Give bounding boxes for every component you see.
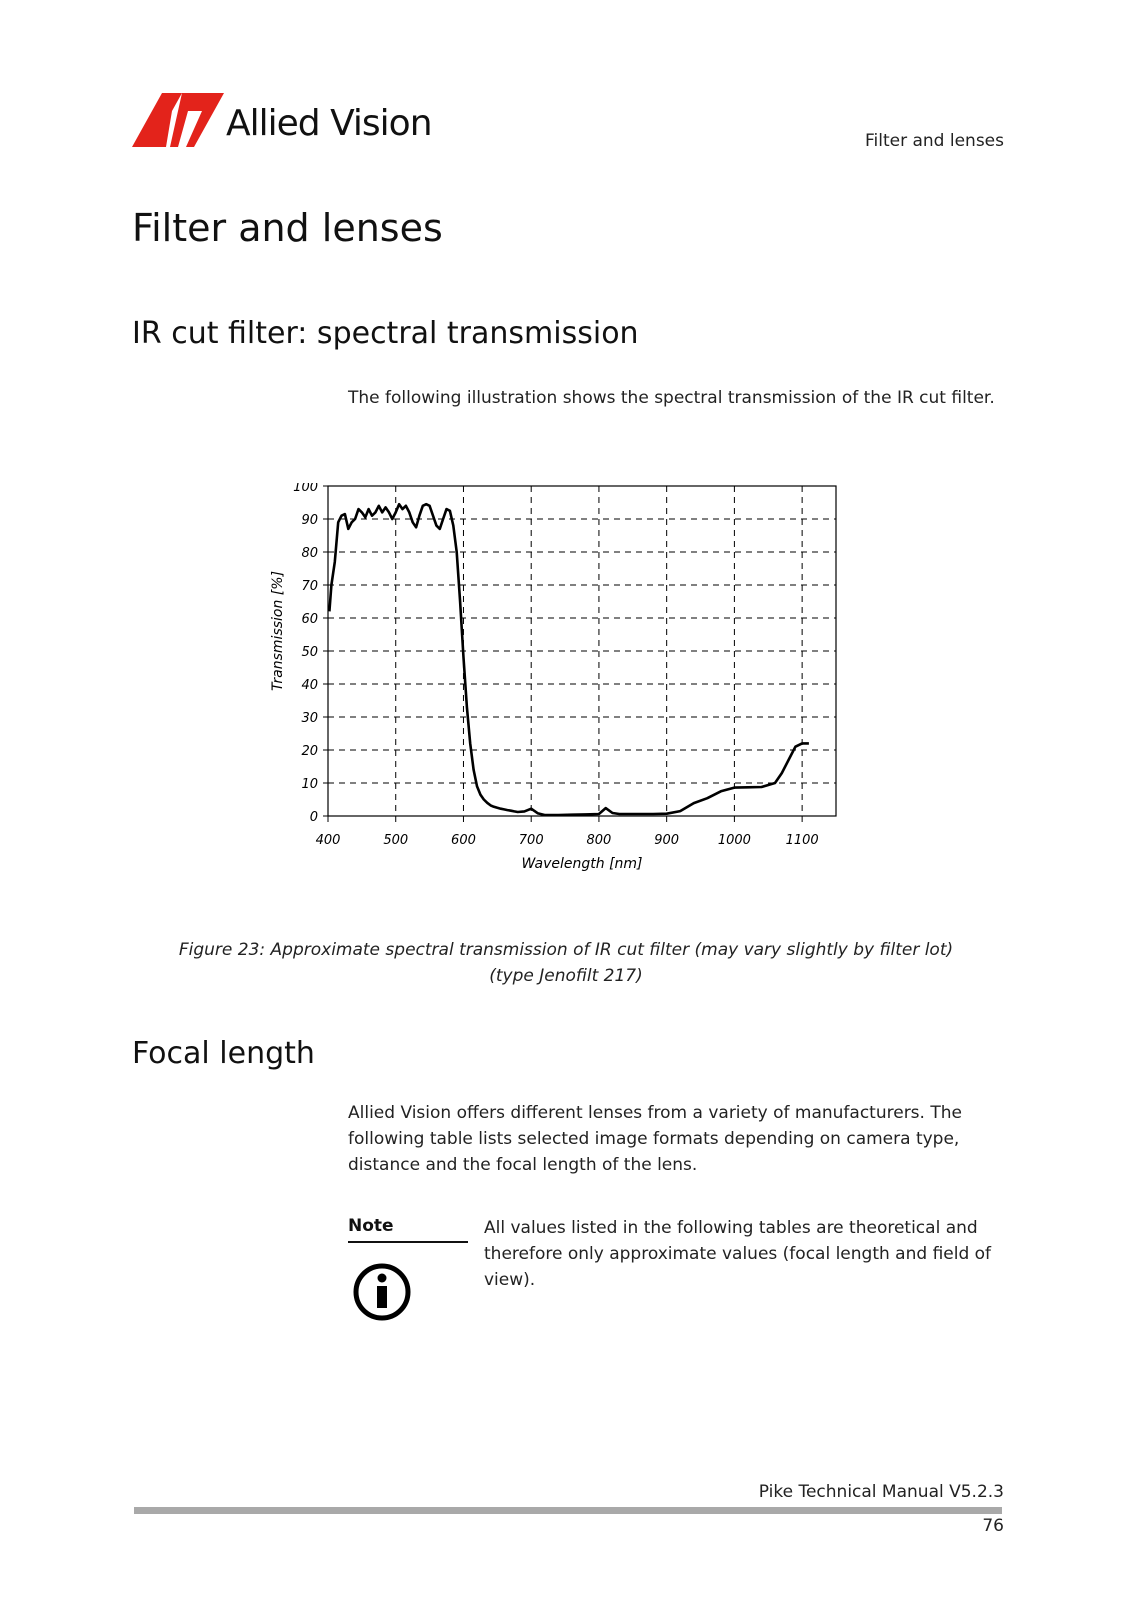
y-tick-label: 70 [301, 579, 318, 594]
y-tick-label: 0 [309, 810, 318, 825]
x-tick-label: 400 [315, 833, 341, 848]
transmission-series-line [329, 504, 809, 815]
note-text: All values listed in the following tables are theoretical and therefore only approximate values (focal length and field of view). [484, 1218, 992, 1290]
figure-caption-line-2: (type Jenofilt 217) [489, 966, 643, 986]
logo-mark-icon [132, 93, 224, 147]
y-tick-label: 40 [301, 678, 318, 693]
header-section-title: Filter and lenses [864, 131, 1004, 151]
info-icon [352, 1262, 412, 1322]
focal-intro-paragraph: Allied Vision offers different lenses from a variety of manufacturers. The following table lists selected image formats depending on camera type, distance and the focal length of the lens. [348, 1103, 962, 1175]
footer-manual-title: Pike Technical Manual V5.2.3 [758, 1482, 1004, 1502]
y-tick-label: 30 [301, 711, 318, 726]
ir-intro-paragraph: The following illustration shows the spectral transmission of the IR cut filter. [348, 388, 995, 408]
transmission-chart-svg [270, 483, 870, 903]
page-title: Filter and lenses [132, 206, 443, 250]
x-axis-label: Wavelength [nm] [521, 856, 643, 872]
brand-name: Allied Vision [226, 103, 432, 144]
x-tick-labels [316, 816, 819, 848]
x-tick-label: 800 [586, 833, 612, 848]
y-tick-label: 100 [293, 483, 318, 495]
y-axis-label: Transmission [%] [270, 570, 286, 692]
footer-rule [134, 1507, 1002, 1514]
x-tick-label: 1000 [717, 833, 751, 848]
page-number: 76 [982, 1516, 1004, 1536]
section-heading-focal-length: Focal length [132, 1036, 315, 1071]
x-tick-label: 700 [518, 833, 544, 848]
y-tick-label: 90 [301, 513, 318, 528]
x-tick-label: 600 [451, 833, 476, 848]
y-tick-label: 10 [301, 777, 318, 792]
figure-caption-line-1: Figure 23: Approximate spectral transmission of IR cut filter (may vary slightly by filter lot) [178, 940, 954, 960]
x-tick-label: 500 [383, 833, 409, 848]
x-tick-label: 900 [654, 833, 680, 848]
brand-logo [132, 93, 432, 153]
y-tick-label: 50 [301, 645, 318, 660]
x-tick-label: 1100 [785, 833, 819, 848]
transmission-chart [270, 483, 870, 903]
y-tick-label: 60 [301, 612, 318, 627]
y-tick-label: 20 [301, 744, 318, 759]
figure-caption [132, 937, 1000, 989]
note-label: Note [348, 1216, 394, 1236]
y-tick-label: 80 [301, 546, 318, 561]
chart-grid [328, 486, 836, 816]
y-tick-labels [293, 483, 328, 825]
note-divider [348, 1241, 468, 1243]
section-heading-ir-cut-filter: IR cut filter: spectral transmission [132, 316, 639, 351]
